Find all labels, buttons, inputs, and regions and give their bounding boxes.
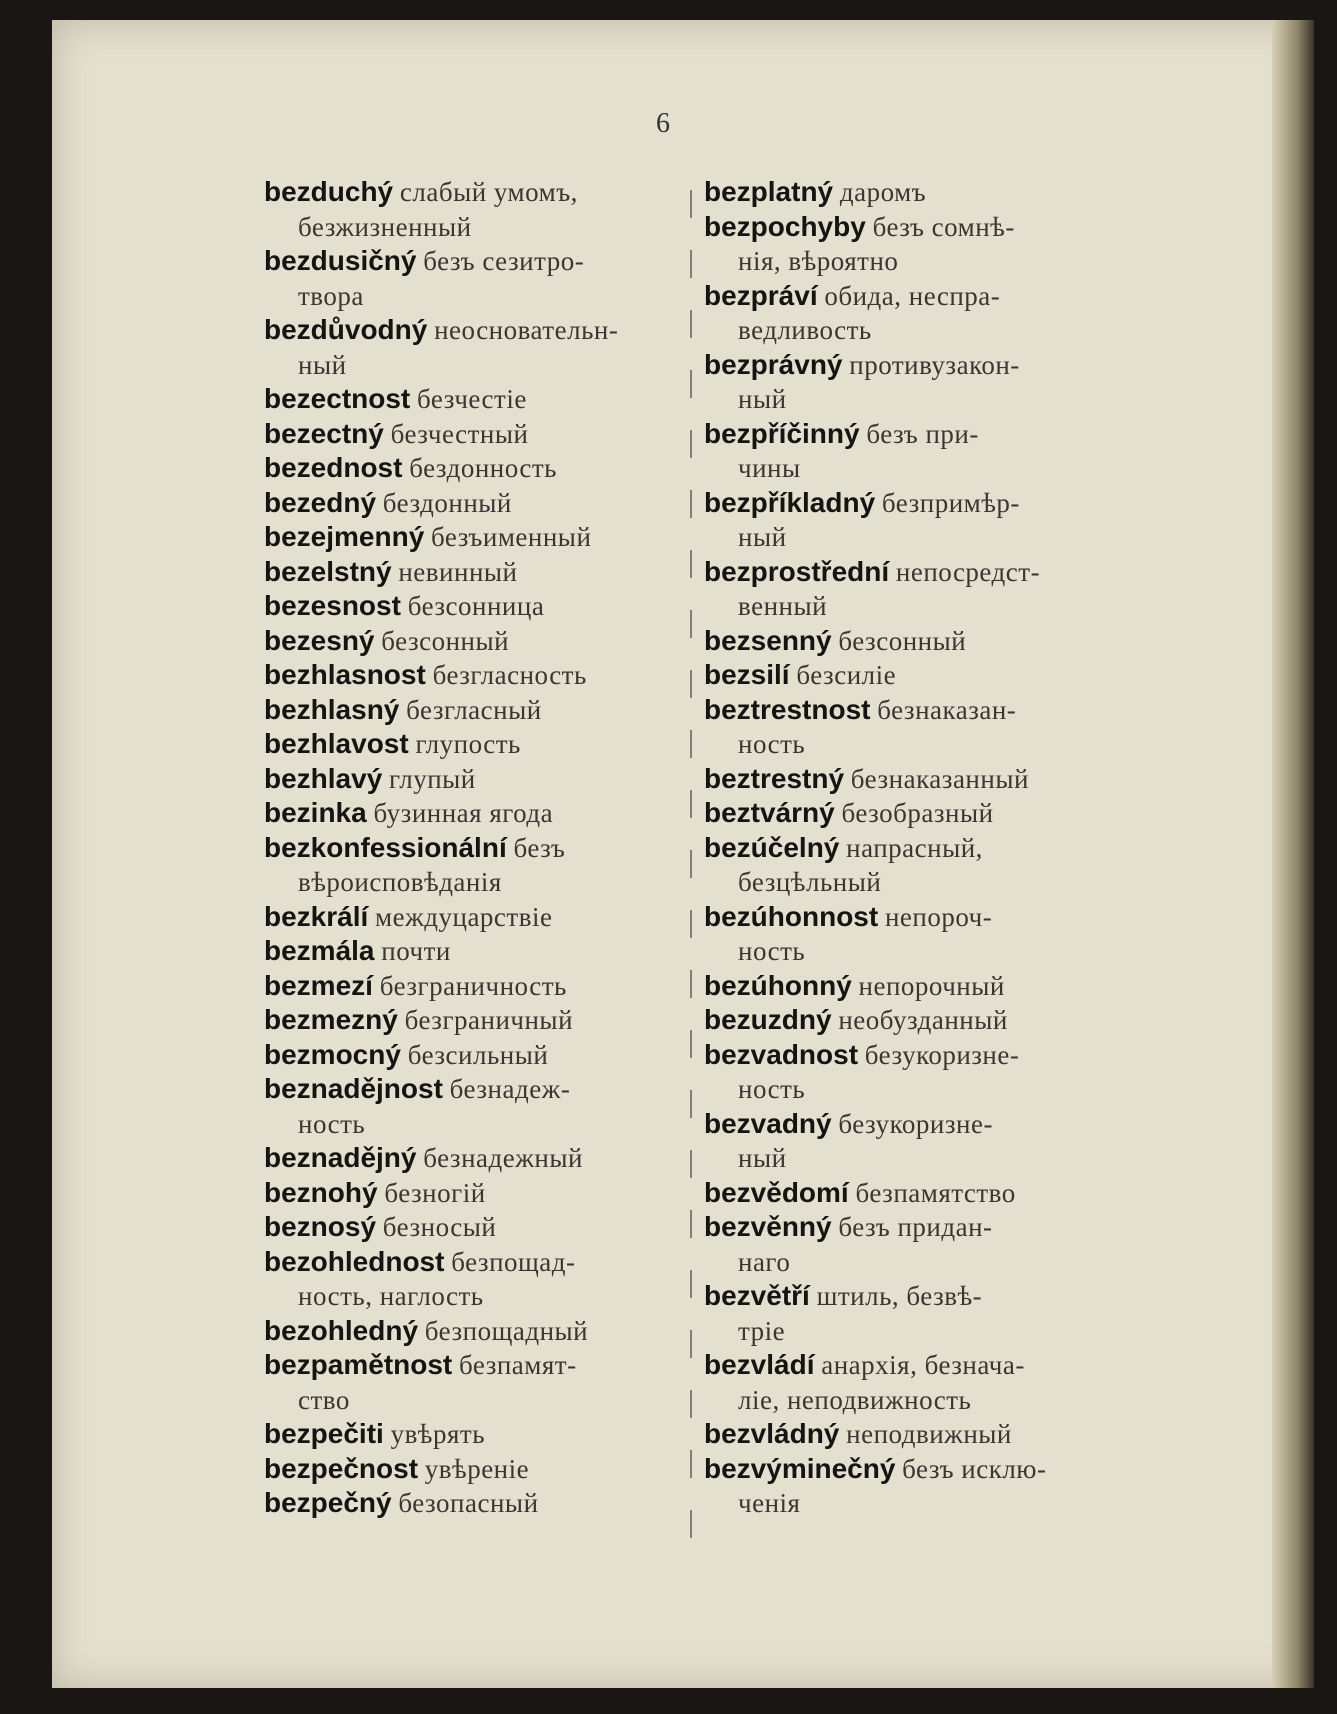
entry-headword: bezmocný: [264, 1038, 401, 1070]
entry-translation: междуцарствіе: [375, 901, 553, 932]
dictionary-entry: [264, 1176, 684, 1211]
dictionary-entry: [704, 417, 1112, 486]
dictionary-entry: [264, 624, 684, 659]
entry-translation-continued: нія, вѣроятно: [738, 246, 899, 276]
entry-translation: безсиліе: [796, 660, 897, 690]
dictionary-entry: [704, 1176, 1112, 1211]
entry-headword: bezvládí: [704, 1349, 815, 1380]
dictionary-entry: [264, 693, 684, 728]
entry-translation: бездонный: [382, 487, 512, 518]
book-spine: [1272, 20, 1314, 1688]
entry-headword: bezohledný: [264, 1314, 419, 1346]
entry-headword: bezsenný: [704, 624, 832, 656]
entry-headword: bezohlednost: [264, 1245, 445, 1277]
entry-translation: непосредст-: [895, 556, 1041, 587]
dictionary-entry: [264, 1486, 684, 1521]
entry-translation: безсонный: [838, 625, 967, 656]
entry-headword: bezpečnost: [264, 1452, 419, 1484]
entry-translation: глупый: [389, 763, 476, 794]
entry-headword: bezmezný: [264, 1004, 398, 1035]
entry-translation: безнадежный: [423, 1143, 583, 1173]
entry-translation: штиль, безвѣ-: [816, 1281, 983, 1311]
entry-translation: безсонный: [381, 625, 510, 656]
entry-translation: глупость: [415, 729, 521, 759]
entry-translation: безгласный: [406, 694, 542, 725]
dictionary-entry: [264, 1452, 684, 1487]
dictionary-entry: [264, 244, 684, 313]
page-number: 6: [656, 108, 670, 139]
dictionary-entry: [264, 934, 684, 969]
entry-headword: beztrestný: [704, 762, 845, 794]
entry-translation: безъ сомнѣ-: [872, 211, 1015, 242]
entry-headword: bezpochyby: [704, 210, 866, 242]
entry-translation-continued: ность, наглость: [298, 1281, 484, 1311]
entry-headword: bezhlavý: [264, 762, 383, 794]
entry-headword: bezmála: [264, 935, 375, 966]
entry-headword: beztvárný: [704, 797, 835, 828]
entry-translation: безъ исклю-: [902, 1453, 1047, 1484]
entry-headword: bezuzdný: [704, 1004, 832, 1035]
entry-translation: безграничный: [404, 1005, 574, 1035]
entry-translation: безъ придан-: [838, 1212, 993, 1242]
dictionary-page: [52, 20, 1314, 1688]
entry-headword: bezectnost: [264, 383, 411, 414]
entry-translation: безсонница: [407, 591, 545, 621]
entry-headword: beznosý: [264, 1211, 377, 1242]
dictionary-entry: [264, 1245, 684, 1314]
entry-headword: bezesný: [264, 624, 375, 656]
entry-headword: bezpečiti: [264, 1418, 384, 1449]
dictionary-entry: [264, 1003, 684, 1038]
dictionary-entry: [264, 796, 684, 831]
dictionary-entry: [264, 313, 684, 382]
entry-translation: безъ при-: [866, 418, 979, 449]
entry-headword: bezplatný: [704, 176, 834, 207]
entry-headword: beznadějný: [264, 1142, 417, 1173]
dictionary-entry: [704, 1038, 1112, 1107]
entry-translation-continued: ность: [738, 936, 806, 966]
entry-translation: безнаказан-: [877, 694, 1017, 725]
entry-headword: bezvýminečný: [704, 1452, 896, 1484]
dictionary-entry: [704, 486, 1112, 555]
entry-translation: даромъ: [839, 177, 927, 207]
entry-translation-continued: безцѣльный: [738, 867, 882, 897]
entry-headword: bezednost: [264, 452, 403, 483]
entry-headword: bezdusičný: [264, 245, 417, 276]
entry-translation: безпамят-: [459, 1350, 577, 1380]
entry-translation: безногій: [384, 1177, 486, 1208]
dictionary-entry: [704, 210, 1112, 279]
entry-translation: безпощад-: [451, 1246, 576, 1277]
dictionary-entry: [704, 1210, 1112, 1279]
entry-translation: необузданный: [838, 1005, 1008, 1035]
entry-translation-continued: ный: [298, 349, 347, 380]
entry-translation: невинный: [398, 556, 518, 587]
entry-translation: бездонность: [409, 453, 557, 483]
entry-translation-continued: ность: [738, 1074, 806, 1104]
entry-translation-continued: вѣроисповѣданія: [298, 867, 502, 897]
dictionary-entry: [264, 1141, 684, 1176]
dictionary-entry: [264, 520, 684, 555]
entry-headword: bezpříkladný: [704, 486, 876, 518]
entry-headword: bezpečný: [264, 1487, 392, 1518]
dictionary-entry: [264, 1348, 684, 1417]
dictionary-entry: [264, 658, 684, 693]
entry-headword: bezinka: [264, 797, 367, 828]
entry-translation: неосновательн-: [434, 315, 619, 345]
dictionary-entry: [704, 1279, 1112, 1348]
entry-headword: bezvládný: [704, 1418, 840, 1449]
entry-headword: bezedný: [264, 486, 377, 518]
entry-translation: безсильный: [407, 1039, 549, 1070]
entry-translation: безъименный: [431, 522, 592, 552]
dictionary-entry: [264, 1210, 684, 1245]
entry-headword: bezhlasnost: [264, 659, 426, 690]
entry-headword: bezvědomí: [704, 1176, 849, 1208]
entry-headword: bezelstný: [264, 555, 392, 587]
dictionary-entry: [264, 762, 684, 797]
dictionary-entry: [704, 1348, 1112, 1417]
dictionary-entry: [264, 175, 684, 244]
entry-translation: безъ сезитро-: [423, 246, 585, 276]
dictionary-entry: [264, 900, 684, 935]
dictionary-entry: [264, 831, 684, 900]
entry-headword: bezvěnný: [704, 1211, 832, 1242]
entry-translation: обида, неспра-: [824, 280, 1001, 311]
entry-translation-continued: наго: [738, 1246, 791, 1277]
entry-headword: bezejmenný: [264, 521, 425, 552]
entry-headword: bezúčelný: [704, 831, 840, 863]
entry-translation: непороч-: [884, 901, 993, 932]
entry-translation: слабый умомъ,: [399, 177, 578, 207]
entry-headword: bezprostřední: [704, 555, 890, 587]
entry-translation-continued: тріе: [738, 1315, 786, 1346]
dictionary-entry: [704, 348, 1112, 417]
entry-headword: bezkonfessionální: [264, 831, 507, 863]
entry-translation: напрасный,: [846, 832, 983, 863]
entry-headword: beznadějnost: [264, 1073, 443, 1104]
entry-translation: безъ: [513, 832, 566, 863]
entry-translation: неподвижный: [846, 1419, 1012, 1449]
entry-headword: bezkrálí: [264, 900, 369, 932]
entry-translation-continued: ность: [738, 729, 806, 759]
dictionary-entry: [264, 1038, 684, 1073]
dictionary-entry: [704, 279, 1112, 348]
entry-headword: bezesnost: [264, 590, 401, 621]
entry-headword: bezprávný: [704, 348, 843, 380]
dictionary-entry: [264, 1314, 684, 1349]
entry-translation: увѣрять: [390, 1419, 486, 1449]
entry-translation: увѣреніе: [424, 1453, 530, 1484]
dictionary-entry: [704, 175, 1112, 210]
entry-translation: безпримѣр-: [881, 487, 1020, 518]
dictionary-entry: [704, 1003, 1112, 1038]
entry-translation: безчестный: [390, 418, 529, 449]
entry-headword: bezúhonný: [704, 969, 852, 1001]
entry-translation-continued: чины: [738, 453, 801, 483]
entry-headword: bezúhonnost: [704, 900, 879, 932]
entry-headword: bezduchý: [264, 176, 394, 207]
dictionary-entry: [704, 831, 1112, 900]
entry-translation: безносый: [382, 1212, 497, 1242]
dictionary-entry: [704, 900, 1112, 969]
entry-translation: безнаказанный: [850, 763, 1029, 794]
entry-headword: bezsilí: [704, 659, 790, 690]
entry-translation: безукоризне-: [838, 1108, 993, 1139]
dictionary-entry: [704, 1417, 1112, 1452]
entry-translation-continued: ведливость: [738, 315, 872, 345]
entry-translation: безграничность: [379, 970, 567, 1001]
entry-translation: непорочный: [858, 970, 1005, 1001]
dictionary-entry: [264, 555, 684, 590]
dictionary-entry: [264, 727, 684, 762]
entry-headword: bezvětří: [704, 1280, 810, 1311]
dictionary-entry: [264, 451, 684, 486]
entry-translation: безгласность: [432, 660, 587, 690]
dictionary-entry: [264, 486, 684, 521]
entry-translation: противузакон-: [849, 349, 1020, 380]
dictionary-entry: [264, 417, 684, 452]
dictionary-entry: [264, 589, 684, 624]
dictionary-entry: [264, 969, 684, 1004]
entry-headword: bezvadný: [704, 1107, 832, 1139]
dictionary-entry: [704, 555, 1112, 624]
entry-translation-continued: ность: [298, 1108, 366, 1139]
dictionary-entry: [264, 1072, 684, 1141]
entry-headword: beztrestnost: [704, 693, 871, 725]
entry-translation-continued: безжизненный: [298, 211, 472, 242]
entry-headword: bezdůvodný: [264, 314, 428, 345]
entry-translation: безпощадный: [424, 1315, 589, 1346]
entry-headword: bezvadnost: [704, 1038, 859, 1070]
entry-headword: bezpráví: [704, 279, 818, 311]
entry-translation: безобразный: [841, 798, 994, 828]
entry-headword: bezectný: [264, 417, 384, 449]
dictionary-entry: [704, 969, 1112, 1004]
entry-headword: bezmezí: [264, 969, 373, 1001]
entry-headword: beznohý: [264, 1176, 378, 1208]
entry-translation-continued: ченія: [738, 1488, 801, 1518]
dictionary-entry: [704, 1452, 1112, 1521]
dictionary-entry: [704, 762, 1112, 797]
dictionary-entry: [704, 624, 1112, 659]
entry-headword: bezpamětnost: [264, 1349, 453, 1380]
entry-translation: безопасный: [398, 1488, 539, 1518]
entry-translation-continued: твора: [298, 280, 364, 311]
entry-translation: анархія, безнача-: [821, 1350, 1025, 1380]
entry-translation-continued: ный: [738, 522, 787, 552]
dictionary-entry: [704, 693, 1112, 762]
entry-translation: безчестіе: [417, 384, 527, 414]
entry-translation-continued: ный: [738, 384, 787, 414]
entry-translation-continued: ліе, неподвижность: [738, 1384, 972, 1415]
entry-translation-continued: ство: [298, 1384, 350, 1415]
dictionary-entry: [704, 658, 1112, 693]
entry-translation: безукоризне-: [864, 1039, 1020, 1070]
dictionary-entry: [704, 1107, 1112, 1176]
dictionary-entry: [704, 796, 1112, 831]
entry-translation: почти: [381, 936, 451, 966]
entry-translation-continued: ный: [738, 1143, 787, 1173]
right-column: [704, 175, 1112, 1521]
entry-headword: bezhlavost: [264, 728, 409, 759]
column-divider: [690, 190, 692, 1550]
entry-translation: безпамятство: [855, 1177, 1016, 1208]
left-column: [264, 175, 684, 1521]
entry-headword: bezhlasný: [264, 693, 400, 725]
dictionary-entry: [264, 382, 684, 417]
dictionary-entry: [264, 1417, 684, 1452]
entry-translation-continued: венный: [738, 591, 828, 621]
entry-translation: бузинная ягода: [373, 798, 554, 828]
entry-headword: bezpříčinný: [704, 417, 860, 449]
entry-translation: безнадеж-: [449, 1074, 571, 1104]
